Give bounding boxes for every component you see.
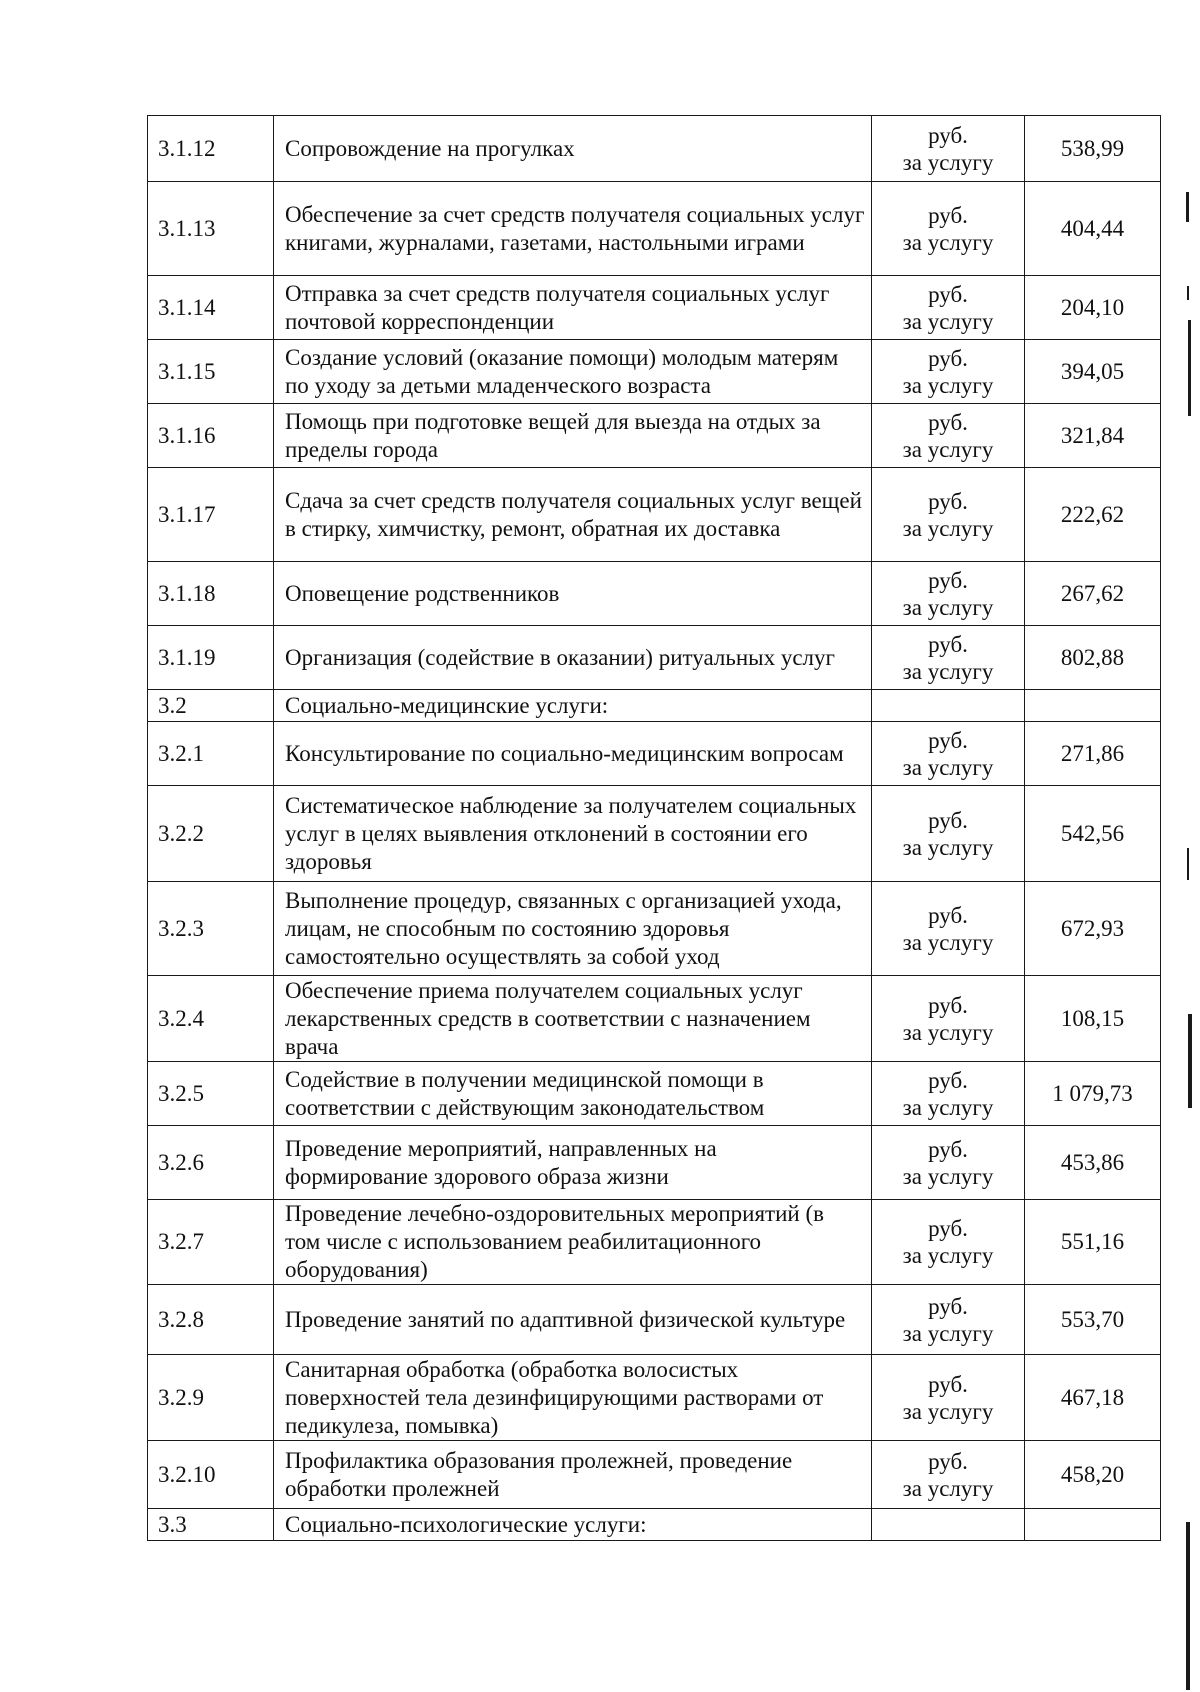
service-code: 3.2.3 bbox=[148, 882, 274, 976]
unit-per-service: за услугу bbox=[902, 149, 994, 175]
service-code: 3.1.17 bbox=[148, 468, 274, 562]
service-code: 3.2.1 bbox=[148, 722, 274, 786]
service-price: 404,44 bbox=[1025, 182, 1161, 276]
unit-currency: руб. bbox=[928, 807, 968, 833]
table-row bbox=[148, 976, 1161, 1062]
service-code: 3.2.7 bbox=[148, 1200, 274, 1285]
tariff-table bbox=[147, 115, 1161, 1541]
service-name: Оповещение родственников bbox=[274, 562, 872, 626]
unit-cell bbox=[872, 786, 1025, 882]
service-name: Проведение мероприятий, направленных на формирование здорового образа жизни bbox=[274, 1126, 872, 1200]
service-name: Обеспечение приема получателем социальных услуг лекарственных средств в соответствии с назначением врача bbox=[274, 976, 872, 1062]
unit-cell bbox=[872, 1355, 1025, 1441]
service-price bbox=[1025, 1509, 1161, 1541]
unit-cell bbox=[872, 690, 1025, 722]
table-row bbox=[148, 404, 1161, 468]
service-price: 453,86 bbox=[1025, 1126, 1161, 1200]
unit-cell bbox=[872, 976, 1025, 1062]
unit-cell bbox=[872, 1200, 1025, 1285]
unit-currency: руб. bbox=[928, 567, 968, 593]
unit-cell bbox=[872, 116, 1025, 182]
table-row bbox=[148, 276, 1161, 340]
service-code: 3.2 bbox=[148, 690, 274, 722]
service-code: 3.3 bbox=[148, 1509, 274, 1541]
unit-currency: руб. bbox=[928, 727, 968, 753]
unit-cell bbox=[872, 562, 1025, 626]
unit-currency: руб. bbox=[928, 631, 968, 657]
service-code: 3.1.12 bbox=[148, 116, 274, 182]
service-name: Сопровождение на прогулках bbox=[274, 116, 872, 182]
unit-per-service: за услугу bbox=[902, 834, 994, 860]
service-price: 394,05 bbox=[1025, 340, 1161, 404]
service-code: 3.2.6 bbox=[148, 1126, 274, 1200]
unit-per-service: за услугу bbox=[902, 229, 994, 255]
service-name: Выполнение процедур, связанных с организацией ухода, лицам, не способным по состоянию здоровья самостоятельно осуществлять за собой уход bbox=[274, 882, 872, 976]
service-price: 672,93 bbox=[1025, 882, 1161, 976]
unit-currency: руб. bbox=[928, 409, 968, 435]
service-price: 553,70 bbox=[1025, 1285, 1161, 1355]
unit-per-service: за услугу bbox=[902, 1475, 994, 1501]
service-price: 222,62 bbox=[1025, 468, 1161, 562]
table-row bbox=[148, 690, 1161, 722]
unit-currency: руб. bbox=[928, 902, 968, 928]
service-name: Проведение лечебно-оздоровительных мероприятий (в том числе с использованием реабилитационного оборудования) bbox=[274, 1200, 872, 1285]
service-code: 3.2.2 bbox=[148, 786, 274, 882]
service-code: 3.2.10 bbox=[148, 1441, 274, 1509]
scan-artifact bbox=[1187, 848, 1189, 880]
unit-per-service: за услугу bbox=[902, 754, 994, 780]
unit-currency: руб. bbox=[928, 1371, 968, 1397]
unit-currency: руб. bbox=[928, 1448, 968, 1474]
unit-per-service: за услугу bbox=[902, 1019, 994, 1045]
unit-per-service: за услугу bbox=[902, 372, 994, 398]
unit-currency: руб. bbox=[928, 488, 968, 514]
unit-per-service: за услугу bbox=[902, 1320, 994, 1346]
service-code: 3.1.16 bbox=[148, 404, 274, 468]
service-price: 802,88 bbox=[1025, 626, 1161, 690]
service-name: Профилактика образования пролежней, проведение обработки пролежней bbox=[274, 1441, 872, 1509]
unit-cell bbox=[872, 276, 1025, 340]
unit-per-service: за услугу bbox=[902, 308, 994, 334]
service-code: 3.1.13 bbox=[148, 182, 274, 276]
unit-currency: руб. bbox=[928, 281, 968, 307]
service-price: 108,15 bbox=[1025, 976, 1161, 1062]
unit-cell bbox=[872, 722, 1025, 786]
scan-artifact bbox=[1186, 192, 1189, 222]
unit-cell bbox=[872, 1126, 1025, 1200]
unit-currency: руб. bbox=[928, 1067, 968, 1093]
table-row bbox=[148, 722, 1161, 786]
unit-cell bbox=[872, 468, 1025, 562]
unit-per-service: за услугу bbox=[902, 1094, 994, 1120]
unit-currency: руб. bbox=[928, 1293, 968, 1319]
unit-per-service: за услугу bbox=[902, 436, 994, 462]
service-price: 271,86 bbox=[1025, 722, 1161, 786]
unit-cell bbox=[872, 1062, 1025, 1126]
service-name: Содействие в получении медицинской помощи в соответствии с действующим законодательством bbox=[274, 1062, 872, 1126]
service-name: Консультирование по социально-медицинским вопросам bbox=[274, 722, 872, 786]
table-row bbox=[148, 468, 1161, 562]
service-code: 3.1.14 bbox=[148, 276, 274, 340]
table-row bbox=[148, 1285, 1161, 1355]
unit-per-service: за услугу bbox=[902, 515, 994, 541]
service-code: 3.1.19 bbox=[148, 626, 274, 690]
service-name: Сдача за счет средств получателя социальных услуг вещей в стирку, химчистку, ремонт, обратная их доставка bbox=[274, 468, 872, 562]
table-row bbox=[148, 626, 1161, 690]
table-row bbox=[148, 1355, 1161, 1441]
scan-artifact bbox=[1188, 320, 1191, 416]
unit-currency: руб. bbox=[928, 202, 968, 228]
unit-per-service: за услугу bbox=[902, 1398, 994, 1424]
unit-cell bbox=[872, 626, 1025, 690]
service-name: Санитарная обработка (обработка волосистых поверхностей тела дезинфицирующими растворами от педикулеза, помывка) bbox=[274, 1355, 872, 1441]
unit-cell bbox=[872, 882, 1025, 976]
service-code: 3.2.8 bbox=[148, 1285, 274, 1355]
tariff-table-body bbox=[148, 116, 1161, 1541]
scan-artifact bbox=[1188, 1014, 1192, 1108]
table-row bbox=[148, 1441, 1161, 1509]
service-code: 3.1.18 bbox=[148, 562, 274, 626]
unit-cell bbox=[872, 404, 1025, 468]
service-price: 538,99 bbox=[1025, 116, 1161, 182]
table-row bbox=[148, 116, 1161, 182]
unit-cell bbox=[872, 1441, 1025, 1509]
unit-per-service: за услугу bbox=[902, 929, 994, 955]
table-row bbox=[148, 340, 1161, 404]
service-code: 3.1.15 bbox=[148, 340, 274, 404]
table-row bbox=[148, 1126, 1161, 1200]
unit-cell bbox=[872, 182, 1025, 276]
unit-cell bbox=[872, 340, 1025, 404]
unit-currency: руб. bbox=[928, 1216, 968, 1241]
service-name: Отправка за счет средств получателя социальных услуг почтовой корреспонденции bbox=[274, 276, 872, 340]
table-row bbox=[148, 1200, 1161, 1285]
scan-artifact bbox=[1187, 286, 1189, 300]
unit-currency: руб. bbox=[928, 992, 968, 1018]
service-code: 3.2.5 bbox=[148, 1062, 274, 1126]
service-price: 204,10 bbox=[1025, 276, 1161, 340]
service-price: 551,16 bbox=[1025, 1200, 1161, 1285]
service-name: Создание условий (оказание помощи) молодым матерям по уходу за детьми младенческого возраста bbox=[274, 340, 872, 404]
table-row bbox=[148, 1062, 1161, 1126]
service-code: 3.2.9 bbox=[148, 1355, 274, 1441]
service-name: Проведение занятий по адаптивной физической культуре bbox=[274, 1285, 872, 1355]
scan-artifact bbox=[1186, 1522, 1190, 1690]
service-price: 458,20 bbox=[1025, 1441, 1161, 1509]
table-row bbox=[148, 562, 1161, 626]
service-price: 321,84 bbox=[1025, 404, 1161, 468]
unit-per-service: за услугу bbox=[902, 594, 994, 620]
service-price bbox=[1025, 690, 1161, 722]
unit-currency: руб. bbox=[928, 345, 968, 371]
unit-cell bbox=[872, 1285, 1025, 1355]
unit-per-service: за услугу bbox=[902, 658, 994, 684]
table-row bbox=[148, 882, 1161, 976]
service-name: Социально-медицинские услуги: bbox=[274, 690, 872, 722]
service-price: 1 079,73 bbox=[1025, 1062, 1161, 1126]
unit-per-service: за услугу bbox=[902, 1163, 994, 1189]
unit-currency: руб. bbox=[928, 1136, 968, 1162]
service-name: Помощь при подготовке вещей для выезда на отдых за пределы города bbox=[274, 404, 872, 468]
table-row bbox=[148, 786, 1161, 882]
table-row bbox=[148, 1509, 1161, 1541]
service-name: Обеспечение за счет средств получателя социальных услуг книгами, журналами, газетами, настольными играми bbox=[274, 182, 872, 276]
service-name: Социально-психологические услуги: bbox=[274, 1509, 872, 1541]
service-price: 267,62 bbox=[1025, 562, 1161, 626]
unit-currency: руб. bbox=[928, 122, 968, 148]
unit-cell bbox=[872, 1509, 1025, 1541]
service-price: 467,18 bbox=[1025, 1355, 1161, 1441]
service-name: Систематическое наблюдение за получателем социальных услуг в целях выявления отклонений в состоянии его здоровья bbox=[274, 786, 872, 882]
service-price: 542,56 bbox=[1025, 786, 1161, 882]
unit-per-service: за услугу bbox=[902, 1243, 994, 1268]
service-code: 3.2.4 bbox=[148, 976, 274, 1062]
service-name: Организация (содействие в оказании) ритуальных услуг bbox=[274, 626, 872, 690]
table-row bbox=[148, 182, 1161, 276]
